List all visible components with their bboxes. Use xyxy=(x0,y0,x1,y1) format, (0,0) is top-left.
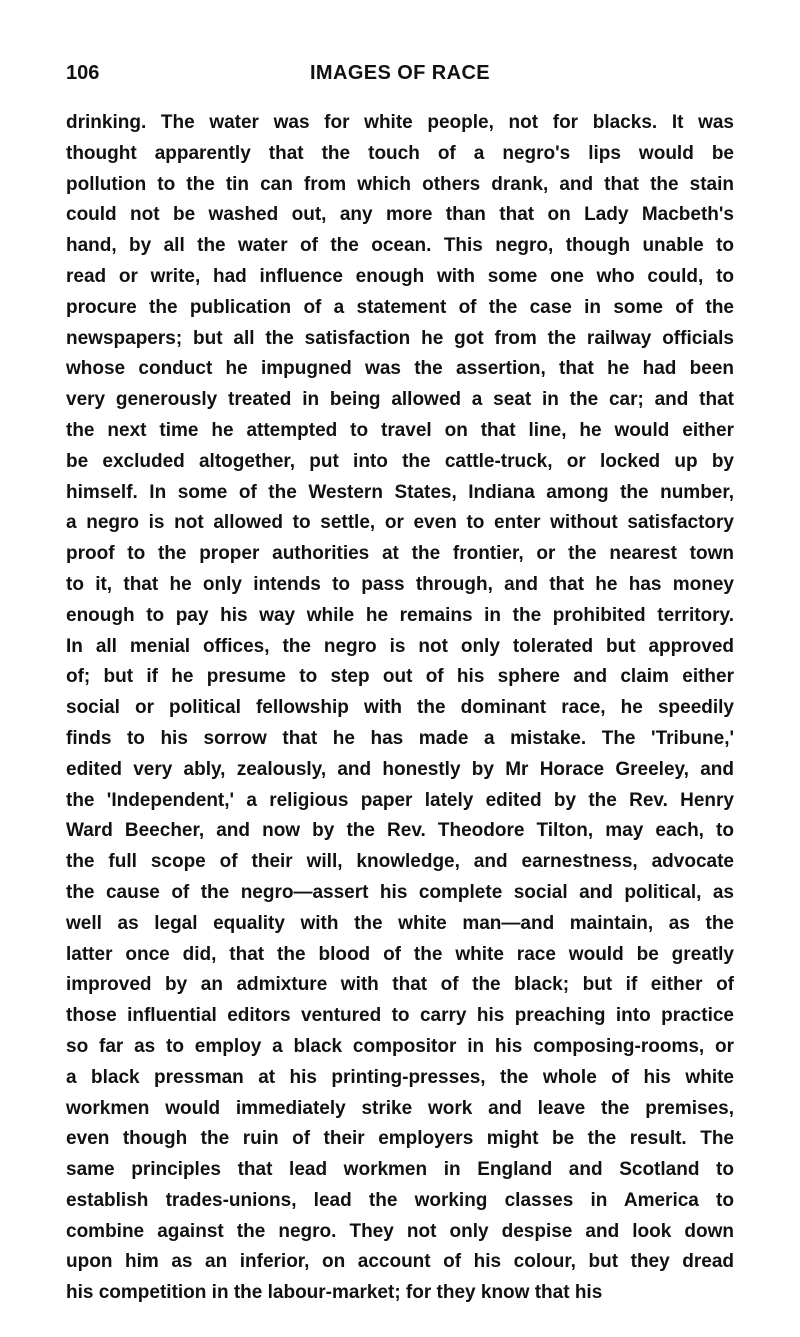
text-line: hand, by all the water of the ocean. This negro, though unable to xyxy=(66,235,734,257)
text-line: thought apparently that the touch of a negro's lips would be xyxy=(66,142,734,164)
text-line: drinking. The water was for white people, not for blacks. It was xyxy=(66,112,734,133)
text-line: edited very ably, zealously, and honestly by Mr Horace Greeley, and xyxy=(66,758,734,780)
text-line: social or political fellowship with the dominant race, he speedily xyxy=(66,697,734,719)
text-line: In all menial offices, the negro is not only tolerated but approved xyxy=(66,635,734,657)
text-line: well as legal equality with the white man—and maintain, as the xyxy=(66,912,734,934)
text-line: latter once did, that the blood of the white race would be greatly xyxy=(66,943,734,965)
text-line: same principles that lead workmen in England and Scotland to xyxy=(66,1159,734,1181)
text-line: could not be washed out, any more than that on Lady Macbeth's xyxy=(66,204,734,226)
text-line: pollution to the tin can from which others drank, and that the stain xyxy=(66,173,734,195)
text-line: whose conduct he impugned was the assertion, that he had been xyxy=(66,358,734,380)
text-line: the full scope of their will, knowledge, and earnestness, advocate xyxy=(66,851,734,873)
text-line: so far as to employ a black compositor in his composing-rooms, or xyxy=(66,1035,734,1057)
text-line: procure the publication of a statement of the case in some of the xyxy=(66,296,734,318)
text-line: the cause of the negro—assert his complete social and political, as xyxy=(66,881,734,903)
text-line: to it, that he only intends to pass through, and that he has money xyxy=(66,573,734,595)
text-line: read or write, had influence enough with some one who could, to xyxy=(66,265,734,287)
page-header xyxy=(66,56,734,90)
text-line: combine against the negro. They not only despise and look down xyxy=(66,1220,734,1242)
text-line: himself. In some of the Western States, Indiana among the number, xyxy=(66,481,734,503)
text-line: a negro is not allowed to settle, or even to enter without satisfactory xyxy=(66,512,734,534)
text-line: a black pressman at his printing-presses, the whole of his white xyxy=(66,1066,734,1088)
text-line: very generously treated in being allowed a seat in the car; and that xyxy=(66,389,734,411)
text-line: workmen would immediately strike work and leave the premises, xyxy=(66,1097,734,1119)
text-line: the next time he attempted to travel on that line, he would either xyxy=(66,419,734,441)
text-line: be excluded altogether, put into the cattle-truck, or locked up by xyxy=(66,450,734,472)
text-line: proof to the proper authorities at the frontier, or the nearest town xyxy=(66,543,734,565)
text-line: enough to pay his way while he remains in the prohibited territory. xyxy=(66,604,734,626)
text-line: newspapers; but all the satisfaction he got from the railway officials xyxy=(66,327,734,349)
text-line: even though the ruin of their employers might be the result. The xyxy=(66,1128,734,1150)
text-line: the 'Independent,' a religious paper lately edited by the Rev. Henry xyxy=(66,789,734,811)
text-line: improved by an admixture with that of the black; but if either of xyxy=(66,974,734,996)
running-head: IMAGES OF RACE xyxy=(309,62,491,84)
text-line: his competition in the labour-market; for they know that his xyxy=(66,1282,603,1304)
text-line: of; but if he presume to step out of his sphere and claim either xyxy=(66,666,734,688)
body-text xyxy=(66,108,734,1309)
text-line: those influential editors ventured to carry his preaching into practice xyxy=(66,1005,734,1027)
text-line: finds to his sorrow that he has made a mistake. The 'Tribune,' xyxy=(66,727,734,749)
page-number: 106 xyxy=(66,62,100,84)
text-line: Ward Beecher, and now by the Rev. Theodore Tilton, may each, to xyxy=(66,820,734,842)
text-line: upon him as an inferior, on account of his colour, but they dread xyxy=(66,1251,734,1273)
text-line: establish trades-unions, lead the working classes in America to xyxy=(66,1189,734,1211)
